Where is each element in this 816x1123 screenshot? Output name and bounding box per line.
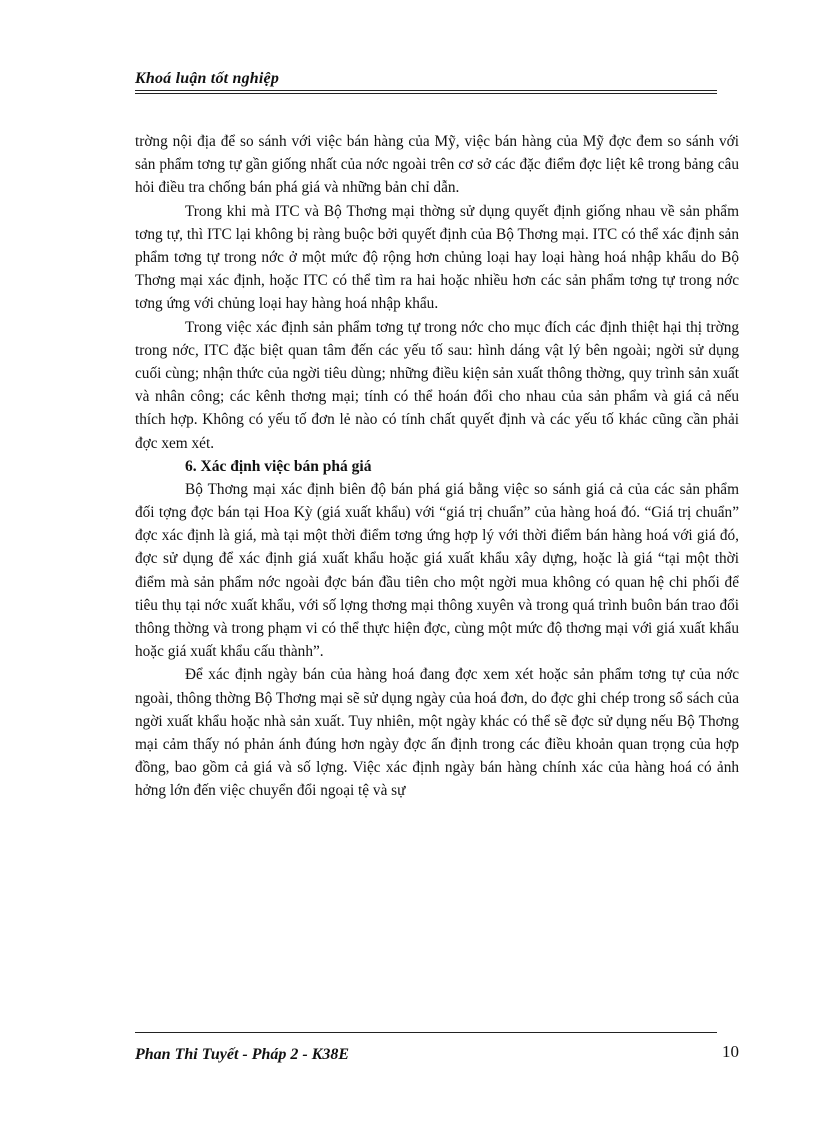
paragraph-sale-date: Để xác định ngày bán của hàng hoá đang đợc xem xét hoặc sản phẩm tơng tự của nớc ngoài, thông thờng Bộ Thơng mại sẽ sử dụng ngày của hoá đơn, do đợc ghi chép trong sổ sách của ngời xuất khẩu hoặc nhà sản xuất. Tuy nhiên, một ngày khác có thể sẽ đợc sử dụng nếu Bộ Thơng mại cảm thấy nó phản ánh đúng hơn ngày đợc ấn định trong các điều khoản quan trọng của hợp đồng, bao gồm cả giá và số lợng. Việc xác định ngày bán hàng chính xác của hàng hoá có ảnh hởng lớn đến việc chuyển đổi ngoại tệ và sự — [135, 666, 739, 800]
page-body — [135, 130, 739, 803]
paragraph-dumping-margin: Bộ Thơng mại xác định biên độ bán phá giá bằng việc so sánh giá cả của các sản phẩm đối tợng đợc bán tại Hoa Kỳ (giá xuất khẩu) với “giá trị chuẩn” của hàng hoá đó. “Giá trị chuẩn” đợc xác định là giá, mà tại một thời điểm tơng ứng hợp lý với thời điểm bán hàng hoá với giá đó, đợc sử dụng để xác định giá xuất khẩu hoặc giá xuất khẩu xây dựng, hoặc là giá “tại một thời điểm mà sản phẩm nớc ngoài đợc bán đầu tiên cho một ngời mua không có quan hệ chi phối để tiêu thụ tại nớc xuất khẩu, với số lợng thơng mại thông xuyên và trong quá trình buôn bán trao đổi thông thờng và trong phạm vi có thể thực hiện đợc, cùng một mức độ thơng mại với giá xuất khẩu hoặc giá xuất khẩu cấu thành”. — [135, 480, 739, 661]
header-rule — [135, 90, 717, 91]
footer-author: Phan Thi Tuyết - Pháp 2 - K38E — [135, 1046, 350, 1063]
page-header — [135, 70, 717, 88]
section-heading: 6. Xác định việc bán phá giá — [185, 457, 372, 475]
footer-rule — [135, 1032, 717, 1033]
paragraph-like-product-factors: Trong việc xác định sản phẩm tơng tự trong nớc cho mục đích các định thiệt hại thị trờng trong nớc, ITC đặc biệt quan tâm đến các yếu tố sau: hình dáng vật lý bên ngoài; ngời sử dụng cuối cùng; nhận thức của ngời tiêu dùng; những điều kiện sản xuất thông thờng, quy trình sản xuất và nhân công; các kênh thơng mại; tính có thể hoán đổi cho nhau của sản phẩm và giá cả nếu thích hợp. Không có yếu tố đơn lẻ nào có tính chất quyết định và các yếu tố khác cũng cần phải đợc xem xét. — [135, 318, 739, 452]
page-number: 10 — [722, 1042, 739, 1061]
header-title: Khoá luận tốt nghiệp — [135, 70, 280, 87]
paragraph-continuation: trờng nội địa để so sánh với việc bán hàng của Mỹ, việc bán hàng của Mỹ đợc đem so sánh với sản phẩm tơng tự gần giống nhất của nớc ngoài trên cơ sở các đặc điểm đợc liệt kê trong bảng câu hỏi điều tra chống bán phá giá và những bản chỉ dẫn. — [135, 133, 739, 197]
paragraph-itc-vs-commerce: Trong khi mà ITC và Bộ Thơng mại thờng sử dụng quyết định giống nhau về sản phẩm tơng tự, thì ITC lại không bị ràng buộc bởi quyết định của Bộ Thơng mại. ITC có thể xác định sản phẩm tơng tự trong nớc ở một mức độ rộng hơn chủng loại hay loại hàng hoá nhập khẩu do Bộ Thơng mại xác định, hoặc ITC có thể tìm ra hai hoặc nhiều hơn các sản phẩm tơng tự trong nớc tơng ứng với chủng loại hay hàng hoá nhập khẩu. — [135, 202, 739, 313]
header-rule-double — [135, 93, 717, 94]
